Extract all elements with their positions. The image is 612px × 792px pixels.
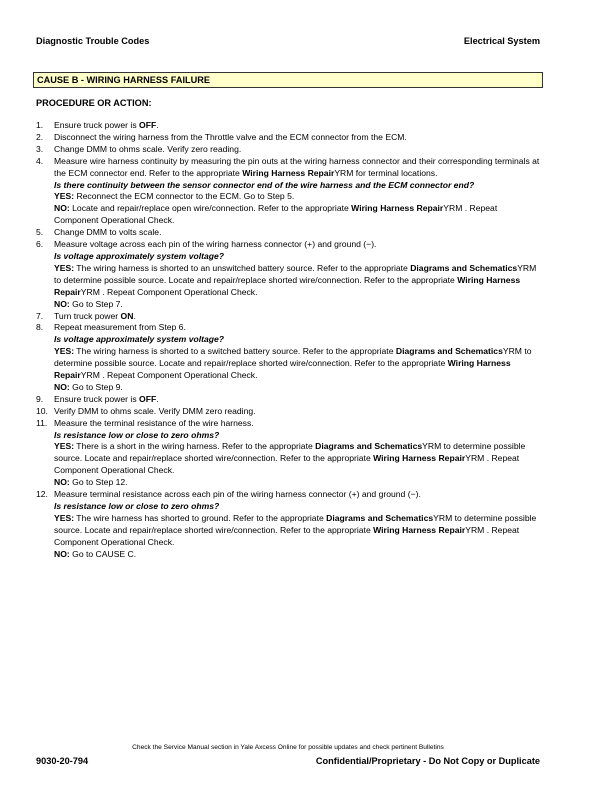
header-section-title: Diagnostic Trouble Codes <box>36 36 150 46</box>
no-answer: NO: Locate and repair/replace open wire/connection. Refer to the appropriate Wiring Harness RepairYRM . Repeat Component Operational Check. <box>54 203 498 226</box>
step-text: Ensure truck power is OFF. <box>54 120 159 130</box>
yes-answer: YES: The wiring harness is shorted to an unswitched battery source. Refer to the appropriate Diagrams and SchematicsYRM to determine possible source. Locate and repair/replace shorted wire/connection. Refer to the appropriate Wiring Harness RepairYRM . Repeat Component Operational Check. <box>54 262 537 297</box>
step-6 <box>36 239 541 310</box>
step-number: 5. <box>36 227 44 238</box>
step-9 <box>36 394 541 406</box>
step-text: Turn truck power ON. <box>54 310 136 321</box>
yes-answer: YES: The wiring harness is shorted to a switched battery source. Refer to the appropriate Diagrams and SchematicsYRM to determine possible source. Locate and repair/replace shorted wire/connection. Refer to the appropriate Wiring Harness RepairYRM . Repeat Component Operational Check. <box>54 346 532 381</box>
no-answer: NO: Go to CAUSE C. <box>54 548 137 559</box>
procedure-heading: PROCEDURE OR ACTION: <box>36 98 152 108</box>
step-number: 7. <box>36 310 44 321</box>
step-text: Disconnect the wiring harness from the Throttle valve and the ECM connector from the ECM. <box>54 131 407 142</box>
step-text: Measure wire harness continuity by measuring the pin outs at the wiring harness connector and their corresponding terminals at the ECM connector end. Refer to the appropriate Wiring Harness RepairYRM for terminal locations. Is there continuity between the sensor connector end of the wire harness and the ECM connector end? YES: Reconnect the ECM connector to the ECM. Go to Step 5. NO: Locate and repair/replace open wire/connection. Refer to the appropriate Wiring Harness RepairYRM . Repeat Component Operational Check. <box>54 155 540 226</box>
procedure-steps <box>36 120 541 561</box>
step-number: 2. <box>36 131 44 142</box>
footer-bulletin-note: Check the Service Manual section in Yale Axcess Online for possible updates and check pertinent Bulletins <box>132 744 444 751</box>
cause-title-box: CAUSE B - WIRING HARNESS FAILURE <box>33 72 543 88</box>
step-number: 12. <box>36 489 48 500</box>
footer-page-number: 9030-20-794 <box>36 756 89 766</box>
step-text: Measure the terminal resistance of the wire harness. Is resistance low or close to zero ohms? YES: There is a short in the wiring harness. Refer to the appropriate Diagrams and SchematicsYRM to determine possible source. Locate and repair/replace shorted wire/connection. Refer to the appropriate Wiring Harness RepairYRM . Repeat Component Operational Check. NO: Go to Step 12. <box>54 418 541 489</box>
step-1 <box>36 120 541 132</box>
step-text: Change DMM to volts scale. <box>54 227 162 238</box>
step-text: Measure voltage across each pin of the wiring harness connector (+) and ground (−). Is voltage approximately system voltage? YES: The wiring harness is shorted to an unswitched battery source. Refer to the appropriate Diagrams and SchematicsYRM to determine possible source. Locate and repair/replace shorted wire/connection. Refer to the appropriate Wiring Harness RepairYRM . Repeat Component Operational Check. NO: Go to Step 7. <box>54 239 541 310</box>
step-number: 9. <box>36 393 44 404</box>
step-3 <box>36 144 541 156</box>
no-answer: NO: Go to Step 9. <box>54 381 123 392</box>
step-text: Measure terminal resistance across each pin of the wiring harness connector (+) and ground (−). Is resistance low or close to zero ohms? YES: The wire harness has shorted to ground. Refer to the appropriate Diagrams and SchematicsYRM to determine possible source. Locate and repair/replace shorted wire/connection. Refer to the appropriate Wiring Harness RepairYRM . Repeat Component Operational Check. NO: Go to CAUSE C. <box>54 489 541 560</box>
step-number: 1. <box>36 120 44 130</box>
header-system-title: Electrical System <box>463 36 540 46</box>
yes-answer: YES: Reconnect the ECM connector to the ECM. Go to Step 5. <box>54 191 295 202</box>
step-number: 10. <box>36 405 48 416</box>
yes-answer: YES: There is a short in the wiring harness. Refer to the appropriate Diagrams and SchematicsYRM to determine possible source. Locate and repair/replace shorted wire/connection. Refer to the appropriate Wiring Harness RepairYRM . Repeat Component Operational Check. <box>54 441 526 476</box>
step-text: Ensure truck power is OFF. <box>54 393 159 404</box>
no-answer: NO: Go to Step 7. <box>54 298 123 309</box>
step-5 <box>36 227 541 239</box>
step-text: Change DMM to ohms scale. Verify zero reading. <box>54 143 242 154</box>
step-question: Is there continuity between the sensor connector end of the wire harness and the ECM connector end? <box>54 179 475 190</box>
step-text: Repeat measurement from Step 6. Is voltage approximately system voltage? YES: The wiring harness is shorted to a switched battery source. Refer to the appropriate Diagrams and SchematicsYRM to determine possible source. Locate and repair/replace shorted wire/connection. Refer to the appropriate Wiring Harness RepairYRM . Repeat Component Operational Check. NO: Go to Step 9. <box>54 322 541 393</box>
step-question: Is voltage approximately system voltage? <box>54 250 225 261</box>
step-text: Verify DMM to ohms scale. Verify DMM zero reading. <box>54 405 256 416</box>
step-number: 8. <box>36 322 44 333</box>
step-number: 3. <box>36 143 44 154</box>
step-2 <box>36 132 541 144</box>
step-number: 11. <box>36 417 48 428</box>
step-11 <box>36 418 541 489</box>
step-number: 4. <box>36 155 44 166</box>
yes-answer: YES: The wire harness has shorted to ground. Refer to the appropriate Diagrams and SchematicsYRM to determine possible source. Locate and repair/replace shorted wire/connection. Refer to the appropriate Wiring Harness RepairYRM . Repeat Component Operational Check. <box>54 512 537 547</box>
footer-confidential-notice: Confidential/Proprietary - Do Not Copy or Duplicate <box>315 756 540 766</box>
step-number: 6. <box>36 239 44 250</box>
step-12 <box>36 489 541 560</box>
step-question: Is resistance low or close to zero ohms? <box>54 501 220 511</box>
step-7 <box>36 311 541 323</box>
step-10 <box>36 406 541 418</box>
step-8 <box>36 322 541 393</box>
step-question: Is voltage approximately system voltage? <box>54 334 225 345</box>
step-question: Is resistance low or close to zero ohms? <box>54 429 220 440</box>
step-4 <box>36 156 541 227</box>
no-answer: NO: Go to Step 12. <box>54 477 128 488</box>
